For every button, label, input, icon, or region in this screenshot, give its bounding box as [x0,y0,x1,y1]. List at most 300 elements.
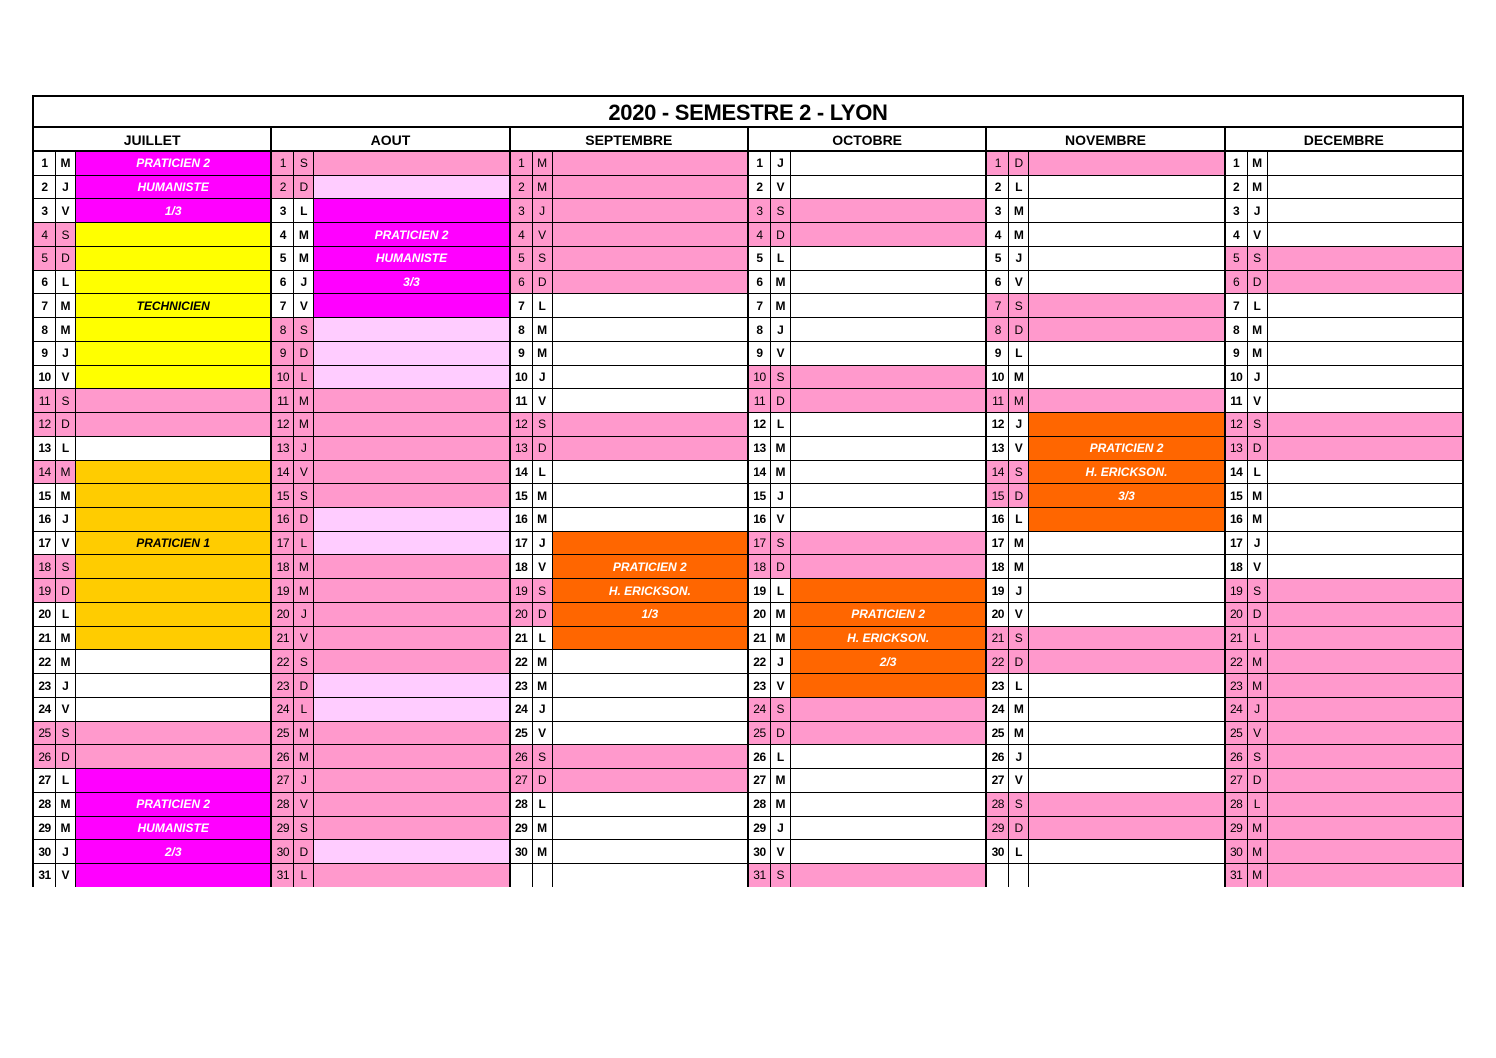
day-number: 8 [987,318,1009,341]
day-of-week: M [533,817,553,840]
day-row [511,176,747,200]
day-number: 19 [272,579,294,602]
event-cell [791,413,985,436]
day-of-week: S [56,722,76,745]
event-cell [553,817,747,840]
day-number: 22 [749,650,771,673]
day-row [987,318,1223,342]
event-cell [791,342,985,365]
day-row [987,579,1223,603]
event-cell [1268,294,1462,317]
day-row [511,650,747,674]
day-number: 14 [511,461,533,484]
day-number: 21 [272,627,294,650]
day-of-week: M [533,484,553,507]
day-number: 18 [1226,555,1248,578]
day-of-week: L [533,461,553,484]
day-number: 18 [987,555,1009,578]
day-row [272,176,508,200]
event-cell [791,532,985,555]
day-of-week: M [1248,152,1268,175]
day-of-week: S [533,413,553,436]
event-cell [1268,247,1462,270]
day-number: 29 [1226,817,1248,840]
day-of-week: V [1009,769,1029,792]
event-cell [1268,698,1462,721]
day-of-week: S [771,199,791,222]
event-cell: HUMANISTE [314,247,508,270]
day-row [987,271,1223,295]
day-row [749,769,985,793]
day-of-week: S [56,389,76,412]
day-of-week: M [533,840,553,863]
day-number: 21 [511,627,533,650]
event-cell [1029,579,1223,602]
day-row [511,437,747,461]
day-of-week: M [294,223,314,246]
day-of-week: S [56,555,76,578]
event-cell: PRATICIEN 2 [553,555,747,578]
day-row [1226,769,1462,793]
day-list [34,152,270,887]
day-of-week: D [1009,650,1029,673]
day-of-week: J [771,152,791,175]
event-cell [553,366,747,389]
day-number: 12 [34,413,56,436]
day-number: 7 [272,294,294,317]
day-of-week: M [533,318,553,341]
day-row [987,793,1223,817]
day-row [749,603,985,627]
month-column-septembre [511,128,749,887]
day-row [1226,722,1462,746]
event-cell [314,342,508,365]
event-cell [76,698,270,721]
day-row [1226,413,1462,437]
event-cell [791,223,985,246]
day-number: 18 [511,555,533,578]
day-of-week: L [771,579,791,602]
day-of-week: L [771,247,791,270]
day-of-week: L [56,603,76,626]
day-number: 27 [1226,769,1248,792]
event-cell [553,318,747,341]
day-row [749,461,985,485]
day-row [272,864,508,887]
day-number: 12 [511,413,533,436]
day-of-week: J [1248,199,1268,222]
day-of-week: D [56,413,76,436]
event-cell [314,817,508,840]
event-cell [76,769,270,792]
day-of-week: M [1248,176,1268,199]
day-of-week: S [56,223,76,246]
day-row [749,437,985,461]
day-row [749,532,985,556]
day-row [34,555,270,579]
day-of-week: S [533,745,553,768]
day-number: 26 [272,745,294,768]
day-of-week: J [1009,247,1029,270]
day-number: 15 [511,484,533,507]
event-cell [553,674,747,697]
event-cell: 2/3 [76,840,270,863]
day-number: 2 [987,176,1009,199]
day-number: 29 [987,817,1009,840]
day-row [272,840,508,864]
day-of-week: D [1009,152,1029,175]
day-number: 23 [272,674,294,697]
day-row [34,389,270,413]
day-of-week: V [294,294,314,317]
day-row [1226,389,1462,413]
day-row [34,152,270,176]
day-of-week: M [1248,342,1268,365]
day-of-week: M [1009,722,1029,745]
month-header: OCTOBRE [749,128,985,152]
day-of-week: D [1248,271,1268,294]
day-number: 10 [272,366,294,389]
day-of-week: V [56,366,76,389]
day-row [34,840,270,864]
day-row [272,627,508,651]
day-of-week: J [771,650,791,673]
event-cell [791,461,985,484]
day-of-week: L [533,294,553,317]
day-number: 4 [987,223,1009,246]
event-cell [76,461,270,484]
day-number: 9 [987,342,1009,365]
day-of-week: S [771,864,791,887]
event-cell [1268,769,1462,792]
event-cell [553,176,747,199]
day-number: 15 [987,484,1009,507]
day-row [511,864,747,887]
day-of-week: L [1009,508,1029,531]
day-number: 30 [1226,840,1248,863]
month-column-decembre [1226,128,1462,887]
day-of-week: M [533,342,553,365]
day-row [34,864,270,887]
day-number: 22 [511,650,533,673]
day-row [272,745,508,769]
day-of-week: L [771,413,791,436]
day-number: 24 [34,698,56,721]
day-of-week: V [533,555,553,578]
day-number: 1 [34,152,56,175]
day-row [749,627,985,651]
day-of-week: S [1248,745,1268,768]
day-of-week: S [294,318,314,341]
day-of-week: V [771,176,791,199]
day-row [1226,555,1462,579]
day-of-week: J [294,769,314,792]
month-header: AOUT [272,128,508,152]
day-number: 19 [34,579,56,602]
day-row [34,271,270,295]
day-number: 24 [511,698,533,721]
day-row [272,579,508,603]
event-cell [553,152,747,175]
day-of-week: J [533,698,553,721]
day-row [34,603,270,627]
day-number: 13 [34,437,56,460]
event-cell [314,603,508,626]
day-row [272,318,508,342]
day-number: 14 [1226,461,1248,484]
day-of-week: V [771,840,791,863]
event-cell [314,413,508,436]
day-row [987,199,1223,223]
event-cell [76,650,270,673]
day-row [272,152,508,176]
day-row [987,247,1223,271]
day-number: 28 [1226,793,1248,816]
day-of-week: L [56,769,76,792]
day-number: 4 [272,223,294,246]
event-cell [1268,437,1462,460]
day-number: 26 [1226,745,1248,768]
day-of-week: M [771,603,791,626]
event-cell [76,223,270,246]
day-row [34,223,270,247]
event-cell [314,745,508,768]
day-of-week: S [1009,627,1029,650]
day-of-week: J [1009,745,1029,768]
day-number: 17 [272,532,294,555]
day-number: 25 [511,722,533,745]
day-of-week: V [771,674,791,697]
day-row [34,532,270,556]
day-of-week: M [533,508,553,531]
day-number: 25 [1226,722,1248,745]
day-row [987,650,1223,674]
day-number: 17 [1226,532,1248,555]
event-cell [1029,674,1223,697]
event-cell [314,366,508,389]
event-cell [1029,817,1223,840]
event-cell [791,176,985,199]
day-row [1226,484,1462,508]
event-cell [553,793,747,816]
day-of-week: M [56,294,76,317]
day-number: 16 [1226,508,1248,531]
day-of-week: V [294,793,314,816]
event-cell [76,437,270,460]
event-cell [791,864,985,887]
day-of-week: D [771,223,791,246]
event-cell [314,318,508,341]
event-cell [314,484,508,507]
day-number: 28 [987,793,1009,816]
event-cell [553,864,747,887]
day-of-week: M [294,413,314,436]
event-cell [1268,389,1462,412]
day-of-week: J [1248,698,1268,721]
day-of-week: J [533,199,553,222]
event-cell [1268,508,1462,531]
day-of-week: M [1009,199,1029,222]
day-of-week: J [56,342,76,365]
event-cell [1029,769,1223,792]
event-cell: H. ERICKSON. [791,627,985,650]
event-cell [314,769,508,792]
event-cell: 1/3 [76,199,270,222]
event-cell [553,247,747,270]
day-number: 16 [34,508,56,531]
day-number: 15 [272,484,294,507]
event-cell [553,722,747,745]
day-row [34,579,270,603]
day-row [511,199,747,223]
day-row [749,722,985,746]
event-cell [314,650,508,673]
day-of-week: V [56,199,76,222]
month-header: JUILLET [34,128,270,152]
day-of-week: V [1009,603,1029,626]
day-number: 29 [34,817,56,840]
day-number: 5 [987,247,1009,270]
day-row [987,674,1223,698]
day-row [749,294,985,318]
day-row [749,271,985,295]
day-of-week: M [1248,318,1268,341]
event-cell [791,674,985,697]
day-row [749,745,985,769]
day-row [272,199,508,223]
event-cell [553,698,747,721]
day-of-week: S [1009,294,1029,317]
day-number: 16 [987,508,1009,531]
day-of-week: V [1009,271,1029,294]
day-row [511,484,747,508]
day-row [749,508,985,532]
event-cell: PRATICIEN 2 [76,152,270,175]
day-number: 3 [272,199,294,222]
event-cell: PRATICIEN 2 [76,793,270,816]
day-number: 20 [511,603,533,626]
day-row [1226,152,1462,176]
day-number: 14 [272,461,294,484]
day-row [987,176,1223,200]
day-number: 1 [511,152,533,175]
day-of-week: M [533,152,553,175]
day-row [34,484,270,508]
day-number: 9 [749,342,771,365]
event-cell: H. ERICKSON. [1029,461,1223,484]
day-row [749,484,985,508]
event-cell [1029,698,1223,721]
calendar-table [32,95,1464,887]
day-of-week: D [771,722,791,745]
day-number: 20 [1226,603,1248,626]
day-number: 8 [511,318,533,341]
day-of-week: M [1248,484,1268,507]
event-cell [1268,366,1462,389]
day-of-week: M [56,152,76,175]
day-of-week: D [294,508,314,531]
day-of-week: V [1248,223,1268,246]
day-row [511,508,747,532]
day-number: 10 [511,366,533,389]
day-of-week: L [771,745,791,768]
day-row [34,247,270,271]
day-number: 13 [749,437,771,460]
day-row [272,650,508,674]
day-number: 16 [749,508,771,531]
event-cell [76,247,270,270]
event-cell [1029,650,1223,673]
day-row [987,698,1223,722]
day-number: 2 [34,176,56,199]
day-number: 3 [511,199,533,222]
event-cell [76,484,270,507]
day-of-week: S [294,817,314,840]
day-number: 26 [511,745,533,768]
day-of-week: M [294,247,314,270]
months-grid [34,128,1462,887]
day-of-week [1009,864,1029,887]
day-number: 20 [34,603,56,626]
day-number: 15 [1226,484,1248,507]
day-of-week: M [56,627,76,650]
day-row [987,484,1223,508]
event-cell [791,579,985,602]
day-list [987,152,1223,887]
event-cell [791,817,985,840]
day-number: 12 [1226,413,1248,436]
day-row [511,627,747,651]
day-row [987,722,1223,746]
day-number: 2 [272,176,294,199]
day-row [749,698,985,722]
day-of-week: M [1248,674,1268,697]
day-of-week: J [771,318,791,341]
day-number: 7 [1226,294,1248,317]
day-row [511,817,747,841]
day-number: 20 [987,603,1009,626]
day-number: 13 [272,437,294,460]
day-row [511,271,747,295]
day-number: 30 [34,840,56,863]
day-of-week: M [1009,698,1029,721]
day-of-week: S [771,366,791,389]
event-cell [76,555,270,578]
day-of-week: V [294,461,314,484]
day-row [1226,817,1462,841]
month-header: NOVEMBRE [987,128,1223,152]
day-number: 19 [987,579,1009,602]
day-of-week: M [1248,650,1268,673]
day-of-week: M [56,484,76,507]
day-number: 17 [34,532,56,555]
day-row [749,674,985,698]
event-cell [791,722,985,745]
day-row [749,342,985,366]
day-row [511,745,747,769]
day-row [987,389,1223,413]
day-number: 24 [1226,698,1248,721]
event-cell [1029,223,1223,246]
day-number: 6 [511,271,533,294]
day-of-week: V [1009,437,1029,460]
day-row [272,294,508,318]
day-of-week: J [533,532,553,555]
day-number: 21 [987,627,1009,650]
day-row [272,366,508,390]
day-row [987,152,1223,176]
day-of-week: M [1009,366,1029,389]
